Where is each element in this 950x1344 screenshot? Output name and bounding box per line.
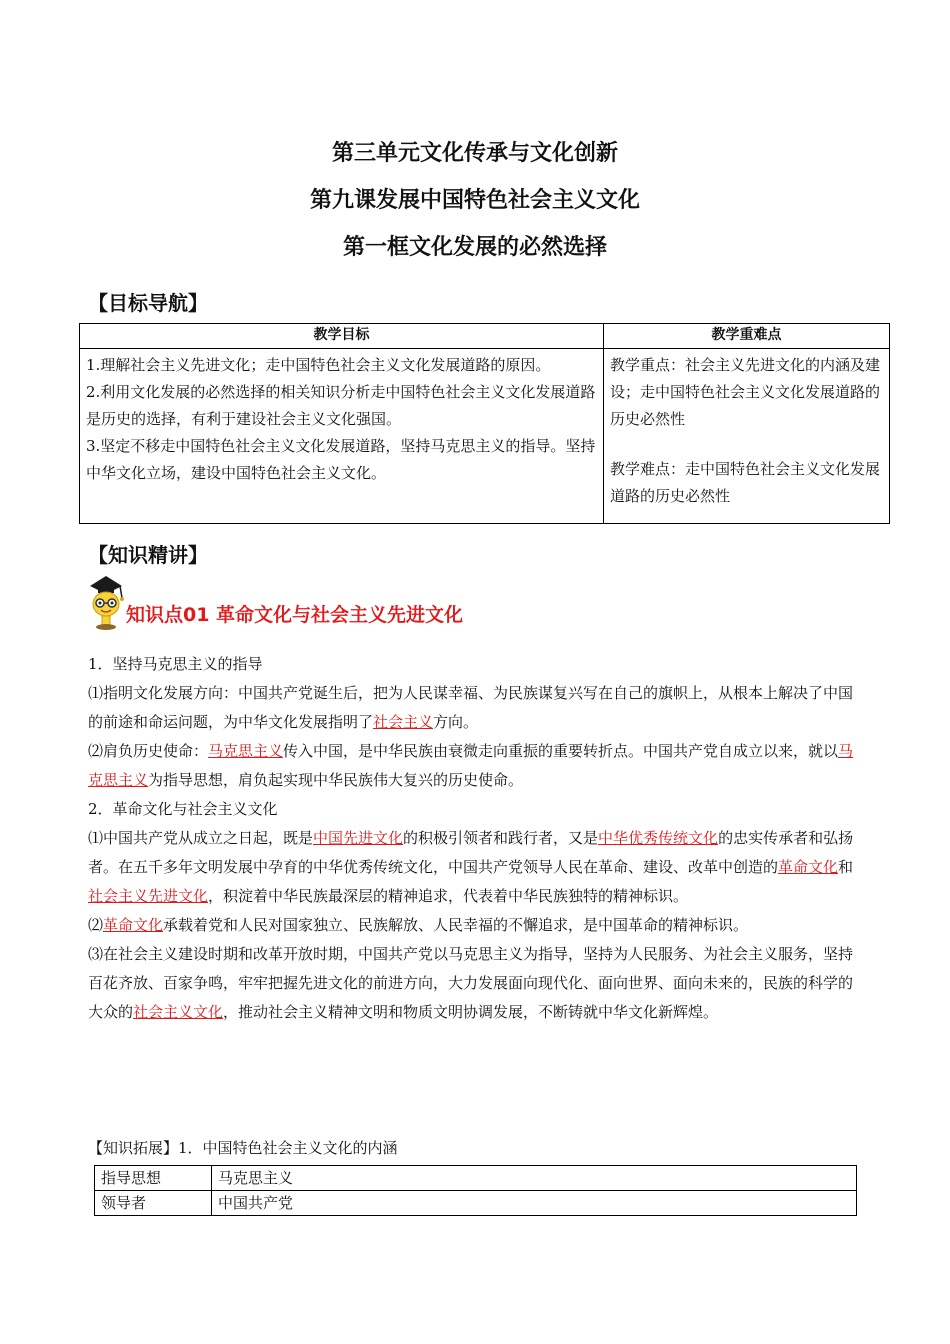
- difficult-point: 教学难点：走中国特色社会主义文化发展道路的历史必然性: [610, 460, 881, 505]
- content-paragraph: ⑵革命文化承载着党和人民对国家独立、民族解放、人民幸福的不懈追求，是中国革命的精神标识。: [88, 916, 749, 934]
- content-heading: 1．坚持马克思主义的指导: [88, 655, 263, 673]
- section-knowledge-heading: 【知识精讲】: [88, 543, 208, 567]
- table-row: [95, 1166, 857, 1191]
- table-row: [95, 1191, 857, 1216]
- key-point: 教学重点：社会主义先进文化的内涵及建设；走中国特色社会主义文化发展道路的历史必然性: [610, 356, 881, 428]
- knowledge-point-title: 知识点01 革命文化与社会主义先进文化: [126, 604, 464, 626]
- goal-item: 3.坚定不移走中国特色社会主义文化发展道路，坚持马克思主义的指导。坚持中华文化立场，建设中国特色社会主义文化。: [86, 437, 596, 482]
- goals-table: [79, 323, 890, 524]
- frame-title: 第一框文化发展的必然选择: [342, 235, 607, 260]
- content-paragraph: ⑴中国共产党从成立之日起，既是中国先进文化的积极引领者和践行者，又是中华优秀传统文化的忠实传承者和弘扬者。在五千多年文明发展中孕育的中华优秀传统文化，中国共产党领导人民在革命、建设、改革中创造的革命文化和社会主义先进文化，积淀着中华民族最深层的精神追求，代表着中华民族独特的精神标识。: [88, 829, 854, 905]
- keyword-highlight: 革命文化: [103, 916, 164, 934]
- content-paragraph: ⑶在社会主义建设时期和改革开放时期，中国共产党以马克思主义为指导，坚持为人民服务、为社会主义服务，坚持百花齐放、百家争鸣，牢牢把握先进文化的前进方向，大力发展面向现代化、面向世界、面向未来的，民族的科学的大众的社会主义文化，推动社会主义精神文明和物质文明协调发展，不断铸就中华文化新辉煌。: [88, 945, 854, 1021]
- unit-title: 第三单元文化传承与文化创新: [331, 141, 618, 166]
- knowledge-content: [88, 650, 864, 1027]
- keyword-highlight: 马克思主义: [88, 742, 854, 789]
- content-paragraph: ⑵肩负历史使命：马克思主义传入中国，是中华民族由衰微走向重振的重要转折点。中国共产党自成立以来，就以马克思主义为指导思想，肩负起实现中华民族伟大复兴的历史使命。: [88, 742, 854, 789]
- keyword-highlight: 社会主义先进文化: [88, 887, 209, 905]
- table-cell-key: 指导思想: [95, 1166, 212, 1191]
- keyword-highlight: 社会主义: [373, 713, 434, 731]
- goal-item: 2.利用文化发展的必然选择的相关知识分析走中国特色社会主义文化发展道路是历史的选择，有利于建设社会主义文化强国。: [86, 383, 596, 428]
- keyword-highlight: 中国先进文化: [313, 829, 404, 847]
- extension-label: 【知识拓展】1．中国特色社会主义文化的内涵: [88, 1139, 398, 1157]
- keypoints-header: 教学重难点: [604, 324, 890, 349]
- keyword-highlight: 马克思主义: [208, 742, 284, 760]
- goal-item: 1.理解社会主义先进文化；走中国特色社会主义文化发展道路的原因。: [86, 356, 551, 374]
- extension-table: [94, 1165, 857, 1216]
- keyword-highlight: 中华优秀传统文化: [598, 829, 719, 847]
- content-heading: 2．革命文化与社会主义文化: [88, 800, 278, 818]
- scholar-mascot-icon: [86, 574, 126, 630]
- section-goals-heading: 【目标导航】: [88, 291, 208, 315]
- title-block: [0, 130, 950, 271]
- keyword-highlight: 革命文化: [778, 858, 839, 876]
- keypoints-cell: [604, 349, 890, 524]
- table-cell-key: 领导者: [95, 1191, 212, 1216]
- content-paragraph: ⑴指明文化发展方向：中国共产党诞生后，把为人民谋幸福、为民族谋复兴写在自己的旗帜上，从根本上解决了中国的前途和命运问题，为中华文化发展指明了社会主义方向。: [88, 684, 854, 731]
- goals-header: 教学目标: [80, 324, 604, 349]
- table-cell-value: 中国共产党: [212, 1191, 857, 1216]
- keyword-highlight: 社会主义文化: [133, 1003, 224, 1021]
- lesson-title: 第九课发展中国特色社会主义文化: [309, 188, 640, 213]
- goals-cell: [80, 349, 604, 524]
- table-cell-value: 马克思主义: [212, 1166, 857, 1191]
